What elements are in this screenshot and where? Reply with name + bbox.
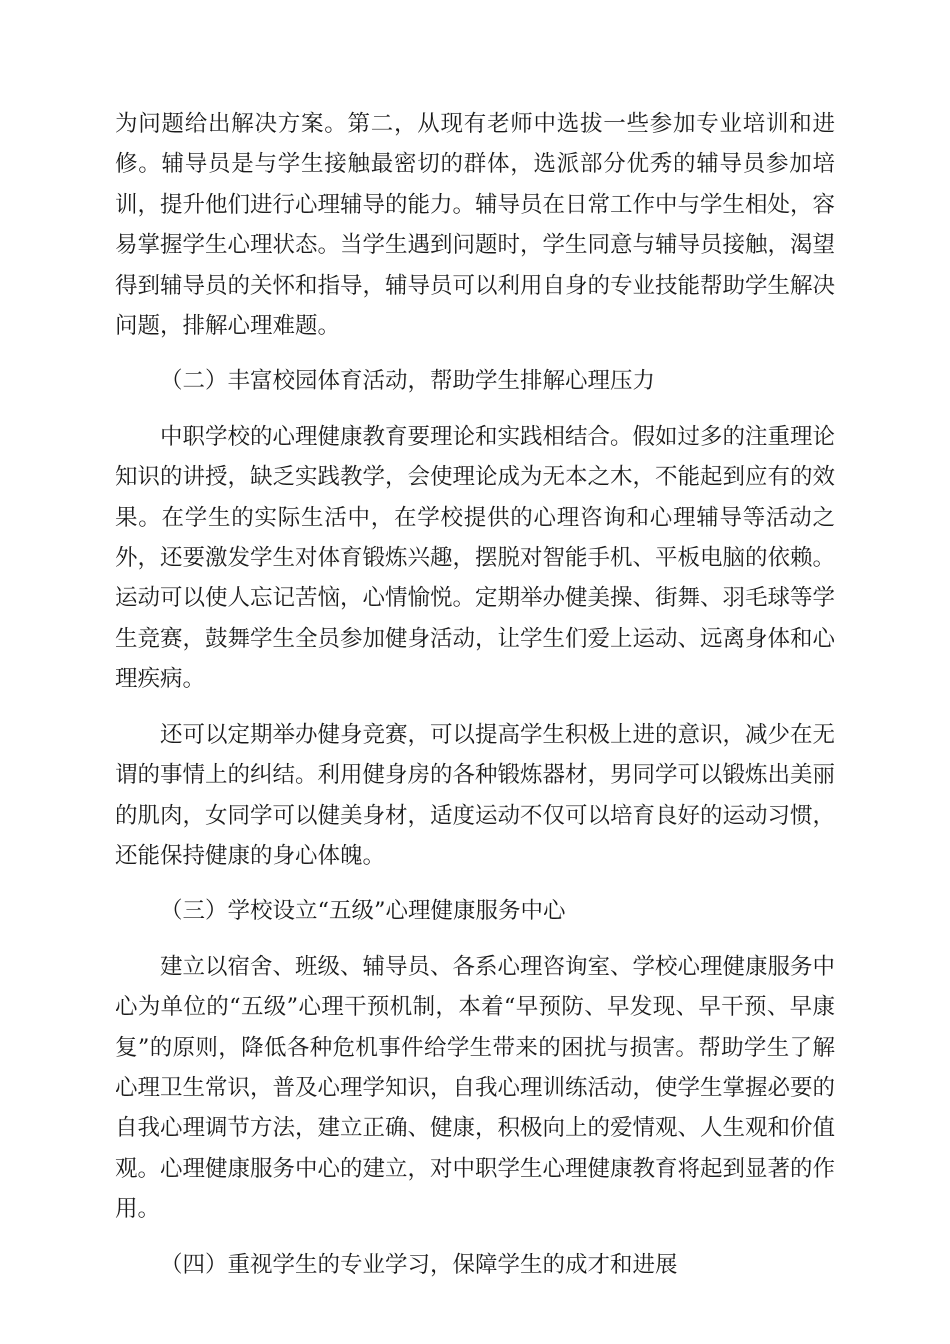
paragraph-continued: 为问题给出解决方案。第二，从现有老师中选拔一些参加专业培训和进修。辅导员是与学生接触最密切的群体，选派部分优秀的辅导员参加培训，提升他们进行心理辅导的能力。辅导员在日常工作中与学生相处，容易掌握学生心理状态。当学生遇到问题时，学生同意与辅导员接触，渴望得到辅导员的关怀和指导，辅导员可以利用自身的专业技能帮助学生解决问题，排解心理难题。 [115, 111, 836, 340]
paragraph-sports-practice: 中职学校的心理健康教育要理论和实践相结合。假如过多的注重理论知识的讲授，缺乏实践教学，会使理论成为无本之木，不能起到应有的效果。在学生的实际生活中，在学校提供的心理咨询和心理辅导等活动之外，还要激发学生对体育锻炼兴趣，摆脱对智能手机、平板电脑的依赖。运动可以使人忘记苦恼，心情愉悦。定期举办健美操、街舞、羽毛球等学生竞赛，鼓舞学生全员参加健身活动，让学生们爱上运动、远离身体和心理疾病。 [115, 423, 836, 693]
paragraph-fitness-competition: 还可以定期举办健身竞赛，可以提高学生积极上进的意识，减少在无谓的事情上的纠结。利用健身房的各种锻炼器材，男同学可以锻炼出美丽的肌肉，女同学可以健美身材，适度运动不仅可以培育良好的运动习惯，还能保持健康的身心体魄。 [115, 721, 836, 869]
section-heading-4: （四）重视学生的专业学习，保障学生的成才和进展 [160, 1251, 678, 1278]
document-page [115, 104, 835, 1285]
section-heading-2: （二）丰富校园体育活动，帮助学生排解心理压力 [160, 368, 656, 395]
paragraph-five-level-center: 建立以宿舍、班级、辅导员、各系心理咨询室、学校心理健康服务中心为单位的“五级”心理干预机制，本着“早预防、早发现、早干预、早康复”的原则，降低各种危机事件给学生带来的困扰与损害。帮助学生了解心理卫生常识，普及心理学知识，自我心理训练活动，使学生掌握必要的自我心理调节方法，建立正确、健康，积极向上的爱情观、人生观和价值观。心理健康服务中心的建立，对中职学生心理健康教育将起到显著的作用。 [115, 953, 836, 1223]
section-heading-3: （三）学校设立“五级”心理健康服务中心 [160, 898, 566, 925]
